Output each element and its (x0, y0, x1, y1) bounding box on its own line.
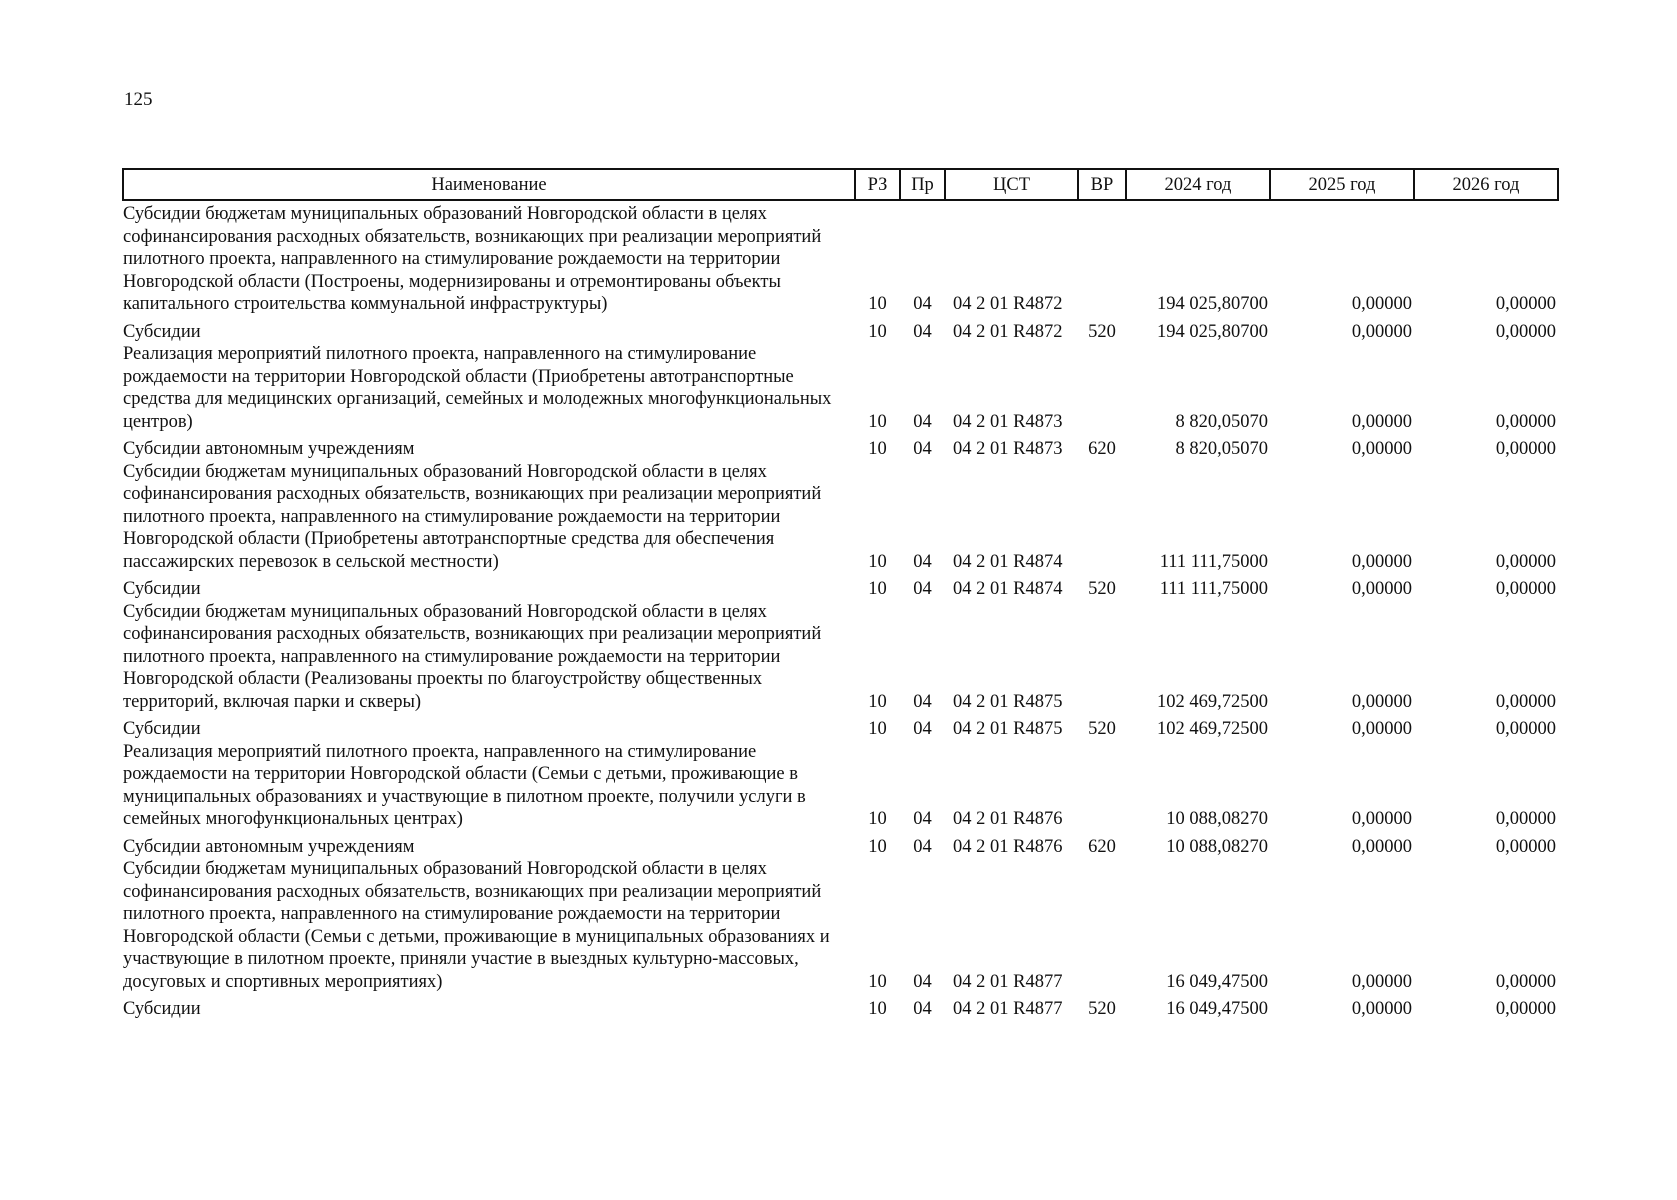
row-rz: 10 (868, 321, 887, 342)
row-pr: 04 (913, 999, 932, 1019)
table-row (123, 316, 1558, 344)
row-pr: 04 (913, 579, 932, 599)
table-row (123, 461, 1558, 574)
row-2025: 0,00000 (1351, 551, 1412, 572)
row-name: Субсидии (123, 321, 201, 342)
row-2024: 16 049,47500 (1166, 971, 1268, 992)
table-row (123, 831, 1558, 859)
row-2024: 8 820,05070 (1175, 439, 1268, 459)
row-cst: 04 2 01 R4874 (953, 579, 1063, 599)
table-row (123, 713, 1558, 741)
row-2026: 0,00000 (1495, 551, 1556, 572)
row-2026: 0,00000 (1495, 439, 1556, 459)
row-rz: 10 (868, 294, 887, 314)
row-rz: 10 (868, 691, 887, 712)
row-name: Субсидии автономным учреждениям (123, 439, 415, 459)
row-cst: 04 2 01 R4875 (953, 719, 1063, 739)
row-2026: 0,00000 (1495, 971, 1556, 992)
row-pr: 04 (913, 719, 932, 739)
row-2024: 111 111,75000 (1159, 579, 1268, 599)
table-row (123, 573, 1558, 601)
row-2024: 10 088,08270 (1166, 809, 1268, 829)
row-2025: 0,00000 (1351, 439, 1412, 459)
table-row (123, 741, 1558, 831)
row-rz: 10 (868, 411, 887, 432)
row-rz: 10 (868, 809, 887, 829)
row-2025: 0,00000 (1351, 719, 1412, 739)
row-vr (1078, 461, 1126, 574)
row-vr: 620 (1088, 836, 1116, 857)
row-pr: 04 (913, 321, 932, 342)
row-2025: 0,00000 (1351, 579, 1412, 599)
row-name: Субсидии бюджетам муниципальных образований Новгородской области в целях софинансирования расходных обязательств, возникающих при реализации мероприятий пилотного проекта, направленного на стимулирование рождаемости на территории Новгородской области (Приобретены автотранспортные средства для обеспечения пассажирских перевозок в сельской местности) (123, 461, 822, 572)
row-vr (1078, 858, 1126, 993)
row-pr: 04 (913, 836, 932, 857)
row-vr (1078, 741, 1126, 831)
row-pr: 04 (913, 439, 932, 459)
row-2025: 0,00000 (1351, 691, 1412, 712)
row-cst: 04 2 01 R4877 (953, 999, 1063, 1019)
row-name: Субсидии автономным учреждениям (123, 836, 415, 857)
row-name: Субсидии бюджетам муниципальных образований Новгородской области в целях софинансирования расходных обязательств, возникающих при реализации мероприятий пилотного проекта, направленного на стимулирование рождаемости на территории Новгородской области (Семьи с детьми, проживающие в муниципальных образованиях и участвующие в пилотном проекте, приняли участие в выездных культурно-массовых, досуговых и спортивных мероприятиях) (123, 859, 830, 992)
row-pr: 04 (913, 809, 932, 829)
row-cst: 04 2 01 R4872 (953, 294, 1063, 314)
row-pr: 04 (913, 294, 932, 314)
row-2025: 0,00000 (1351, 321, 1412, 342)
row-2025: 0,00000 (1351, 999, 1412, 1019)
row-cst: 04 2 01 R4872 (953, 321, 1063, 342)
row-name: Реализация мероприятий пилотного проекта, направленного на стимулирование рождаемости на территории Новгородской области (Семьи с детьми, проживающие в муниципальных образованиях и участвующие в пилотном проекте, получили услуги в семейных многофункциональных центрах) (123, 741, 806, 829)
row-rz: 10 (868, 439, 887, 459)
row-name: Субсидии бюджетам муниципальных образований Новгородской области в целях софинансирования расходных обязательств, возникающих при реализации мероприятий пилотного проекта, направленного на стимулирование рождаемости на территории Новгородской области (Реализованы проекты по благоустройству общественных территорий, включая парки и скверы) (123, 601, 822, 712)
row-2024: 10 088,08270 (1166, 836, 1268, 857)
header-name: Наименование (123, 169, 855, 200)
row-vr: 520 (1088, 999, 1116, 1019)
row-vr: 620 (1088, 439, 1116, 459)
row-cst: 04 2 01 R4875 (953, 691, 1063, 712)
row-2024: 194 025,80700 (1157, 321, 1268, 342)
row-2024: 111 111,75000 (1159, 551, 1268, 572)
table-row (123, 433, 1558, 461)
header-vr: ВР (1078, 169, 1126, 200)
table-row (123, 343, 1558, 433)
row-rz: 10 (868, 836, 887, 857)
row-cst: 04 2 01 R4873 (953, 411, 1063, 432)
row-vr: 520 (1088, 321, 1116, 342)
row-2025: 0,00000 (1351, 411, 1412, 432)
row-2024: 194 025,80700 (1157, 294, 1268, 314)
table-row (123, 858, 1558, 993)
row-vr (1078, 343, 1126, 433)
row-cst: 04 2 01 R4876 (953, 809, 1063, 829)
row-2025: 0,00000 (1351, 971, 1412, 992)
row-name: Субсидии бюджетам муниципальных образований Новгородской области в целях софинансирования расходных обязательств, возникающих при реализации мероприятий пилотного проекта, направленного на стимулирование рождаемости на территории Новгородской области (Построены, модернизированы и отремонтированы объекты капитального строительства коммунальной инфраструктуры) (123, 204, 822, 314)
row-2024: 102 469,72500 (1157, 719, 1268, 739)
row-2026: 0,00000 (1495, 836, 1556, 857)
row-name: Субсидии (123, 719, 201, 739)
table-header-row (123, 169, 1558, 200)
header-2024: 2024 год (1126, 169, 1270, 200)
header-2026: 2026 год (1414, 169, 1558, 200)
row-2024: 16 049,47500 (1166, 999, 1268, 1019)
header-pr: Пр (900, 169, 945, 200)
row-vr: 520 (1088, 719, 1116, 739)
row-pr: 04 (913, 691, 932, 712)
table-row (123, 200, 1558, 316)
row-2024: 8 820,05070 (1175, 411, 1268, 432)
header-2025: 2025 год (1270, 169, 1414, 200)
row-pr: 04 (913, 551, 932, 572)
row-rz: 10 (868, 719, 887, 739)
row-name: Субсидии (123, 579, 201, 599)
row-rz: 10 (868, 971, 887, 992)
row-cst: 04 2 01 R4876 (953, 836, 1063, 857)
row-2026: 0,00000 (1495, 294, 1556, 314)
row-2026: 0,00000 (1495, 579, 1556, 599)
row-2025: 0,00000 (1351, 836, 1412, 857)
row-2026: 0,00000 (1495, 411, 1556, 432)
header-rz: РЗ (855, 169, 900, 200)
row-2026: 0,00000 (1495, 719, 1556, 739)
row-name: Субсидии (123, 999, 201, 1019)
row-name: Реализация мероприятий пилотного проекта, направленного на стимулирование рождаемости на территории Новгородской области (Приобретены автотранспортные средства для медицинских организаций, семейных и молодежных многофункциональных центров) (123, 344, 832, 432)
row-vr (1078, 200, 1126, 316)
row-cst: 04 2 01 R4873 (953, 439, 1063, 459)
row-2026: 0,00000 (1495, 809, 1556, 829)
row-2026: 0,00000 (1495, 999, 1556, 1019)
row-pr: 04 (913, 411, 932, 432)
row-2025: 0,00000 (1351, 294, 1412, 314)
row-rz: 10 (868, 551, 887, 572)
table-row (123, 993, 1558, 1021)
row-2025: 0,00000 (1351, 809, 1412, 829)
row-rz: 10 (868, 999, 887, 1019)
budget-table (122, 168, 1559, 1021)
row-cst: 04 2 01 R4877 (953, 971, 1063, 992)
header-cst: ЦСТ (945, 169, 1078, 200)
row-vr: 520 (1088, 579, 1116, 599)
table-row (123, 601, 1558, 714)
row-rz: 10 (868, 579, 887, 599)
row-2026: 0,00000 (1495, 321, 1556, 342)
row-cst: 04 2 01 R4874 (953, 551, 1063, 572)
row-pr: 04 (913, 971, 932, 992)
row-2026: 0,00000 (1495, 691, 1556, 712)
page-number: 125 (124, 89, 153, 110)
row-vr (1078, 601, 1126, 714)
row-2024: 102 469,72500 (1157, 691, 1268, 712)
